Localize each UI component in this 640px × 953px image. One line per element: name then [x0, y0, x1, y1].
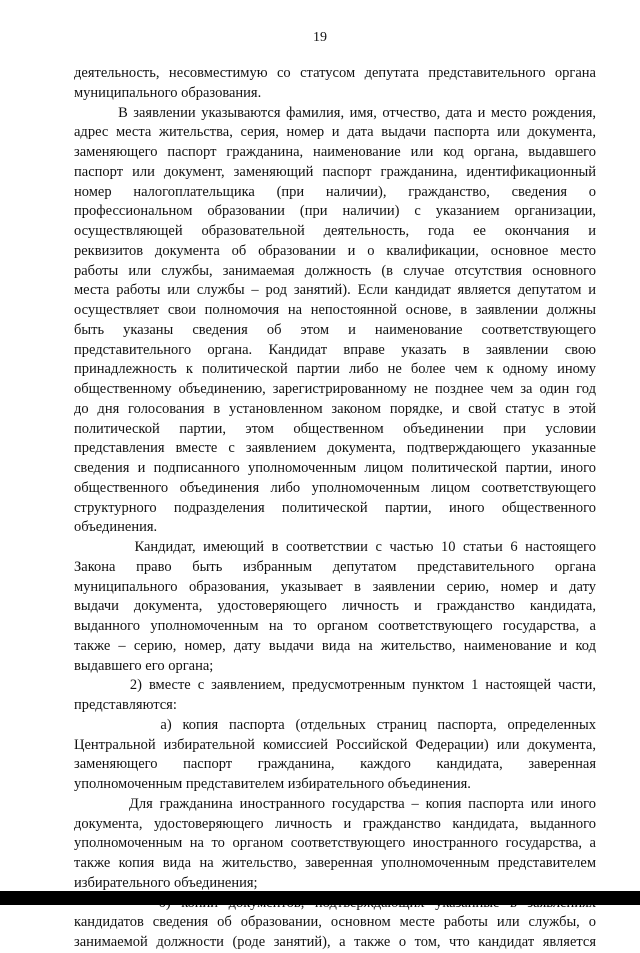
text-line: Для гражданина иностранного государства – копия паспорта или иного [74, 795, 596, 812]
text-line: В заявлении указываются фамилия, имя, отчество, дата и место рождения, [74, 104, 596, 121]
text-line: заменяющего паспорт гражданина, наименование или код органа, выдавшего [74, 144, 596, 160]
text-line: номер налогоплательщика (при наличии), гражданство, сведения о [74, 183, 596, 200]
text-line: представляются: [74, 697, 177, 713]
page-number: 19 [313, 30, 327, 45]
text-line: выдавшего его органа; [74, 657, 214, 674]
text-line: быть указаны сведения об этом и наименование соответствующего [74, 321, 596, 338]
text-line: политической партии, этом общественном объединении при условии [74, 420, 596, 437]
text-line: Закона право быть избранным депутатом представительного органа [74, 558, 596, 575]
text-line: заменяющего паспорт гражданина, каждого кандидата, заверенная [74, 756, 596, 773]
body-text [74, 64, 596, 953]
text-line: реквизитов документа об образовании и о квалификации, основное место [74, 242, 596, 259]
text-line: кандидатов сведения об образовании, основном месте работы или службы, о [74, 914, 596, 931]
text-line: паспорт или документ, заменяющий паспорт гражданина, идентификационный [74, 163, 596, 180]
text-line: структурного подразделения политической партии, иного общественного [74, 499, 596, 516]
text-line: до дня голосования в установленном законом порядке, и свой статус в этой [74, 400, 596, 417]
scan-bottom-edge [0, 891, 640, 905]
text-line: уполномоченным представителем избирательного объединения. [74, 776, 471, 792]
text-line: выдачи документа, удостоверяющего личность и гражданство кандидата, [74, 598, 596, 615]
text-line: выданного уполномоченным на то органом соответствующего государства, а [74, 618, 596, 634]
text-line: Центральной избирательной комиссией Российской Федерации) или документа, [74, 736, 596, 753]
text-line: объединения. [74, 519, 158, 536]
text-line: занимаемой должности (роде занятий), а также о том, что кандидат является [74, 934, 596, 950]
text-line: муниципального образования. [74, 84, 262, 101]
text-line: места работы или службы – род занятий). Если кандидат является депутатом и [74, 282, 596, 299]
text-line: избирательного объединения; [74, 874, 258, 891]
text-line: осуществляющей образовательной деятельность, года ее окончания и [74, 223, 596, 239]
text-line: муниципального образования, указывает в заявлении серию, номер и дату [74, 578, 596, 595]
text-line: принадлежность к политической партии либо не более чем к одному иному [74, 361, 596, 378]
text-line: 2) вместе с заявлением, предусмотренным пунктом 1 настоящей части, [74, 677, 596, 694]
text-line: документа, удостоверяющего личность и гражданство кандидата, выданного [74, 815, 596, 832]
text-line: также копия вида на жительство, заверенная уполномоченным представителем [74, 855, 596, 871]
text-line: также – серию, номер, дату выдачи вида на жительство, наименование и код [74, 637, 596, 654]
text-line: уполномоченным на то органом соответствующего иностранного государства, а [74, 835, 596, 852]
text-line: а) копия паспорта (отдельных страниц паспорта, определенных [74, 716, 596, 733]
text-line: Кандидат, имеющий в соответствии с частью 10 статьи 6 настоящего [74, 539, 596, 555]
text-line: представления вместе с заявлением документа, подтверждающего указанные [74, 440, 596, 457]
text-line: представительного органа. Кандидат вправе указать в заявлении свою [74, 341, 596, 358]
text-line: общественного объединения либо уполномоченным лицом соответствующего [74, 479, 596, 496]
text-line: сведения и подписанного уполномоченным лицом политической партии, иного [74, 460, 596, 476]
text-line: профессиональном образовании (при наличии) с указанием организации, [74, 203, 596, 220]
text-line: работы или службы, занимаемая должность (в случае отсутствия основного [74, 262, 596, 279]
text-line: адрес места жительства, серия, номер и дата выдачи паспорта или документа, [74, 124, 596, 141]
text-line: общественному объединению, зарегистрированному не позднее чем за один год [74, 381, 596, 397]
text-line: деятельность, несовместимую со статусом депутата представительного органа [74, 65, 596, 81]
text-line: осуществляет свои полномочия на непостоянной основе, в заявлении должны [74, 302, 596, 318]
